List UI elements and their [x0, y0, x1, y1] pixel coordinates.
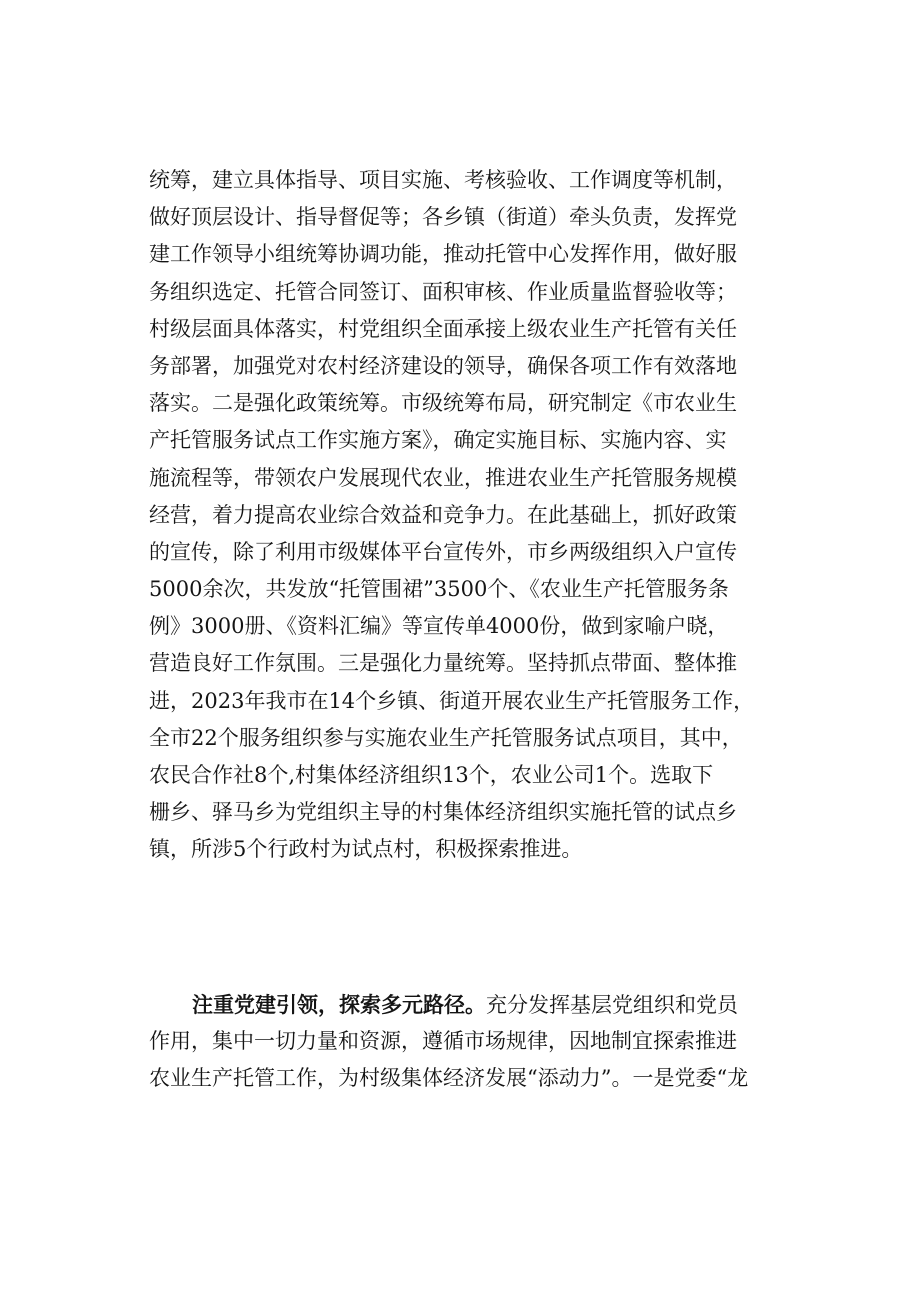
text-line: 统筹，建立具体指导、项目实施、考核验收、工作调度等机制，	[149, 168, 737, 192]
text-line: 农业生产托管工作，为村级集体经济发展“添动力”。一是党委“龙	[149, 1066, 749, 1091]
text-line: 经营，着力提高农业综合效益和竞争力。在此基础上，抓好政策	[149, 502, 737, 527]
text-line: 例》3000册、《资料汇编》等宣传单4000份，做到家喻户晓，	[149, 614, 729, 639]
text-line: 落实。二是强化政策统筹。市级统筹布局，研究制定《市农业生	[149, 391, 737, 416]
text-line: 全市22个服务组织参与实施农业生产托管服务试点项目，其中，	[149, 725, 743, 750]
body-paragraph-2	[149, 986, 799, 1098]
text-line: 营造良好工作氛围。三是强化力量统筹。坚持抓点带面、整体推	[149, 651, 737, 676]
text-line: 农民合作社8个,村集体经济组织13个，农业公司1个。选取下	[149, 763, 714, 787]
text-line: 产托管服务试点工作实施方案》，确定实施目标、实施内容、实	[149, 428, 727, 453]
text-line: 进，2023年我市在14个乡镇、街道开展农业生产托管服务工作，	[149, 688, 755, 713]
text-line: 5000余次，共发放“托管围裙”3500个、《农业生产托管服务条	[149, 577, 729, 602]
body-paragraph-1	[149, 162, 799, 869]
text-line: 栅乡、驿马乡为党组织主导的村集体经济组织实施托管的试点乡	[149, 800, 737, 825]
section-lead-heading: 注重党建引领，探索多元路径。	[192, 992, 486, 1017]
text-line: 做好顶层设计、指导督促等；各乡镇（街道）牵头负责，发挥党	[149, 205, 737, 230]
paragraph-first-line	[149, 986, 799, 1023]
text-line: 作用，集中一切力量和资源，遵循市场规律，因地制宜探索推进	[149, 1029, 737, 1054]
text-line: 的宣传，除了利用市级媒体平台宣传外，市乡两级组织入户宣传	[149, 539, 737, 564]
text-line: 务部署，加强党对农村经济建设的领导，确保各项工作有效落地	[149, 353, 737, 378]
text-line: 镇，所涉5个行政村为试点村，积极探索推进。	[149, 837, 583, 862]
text-line: 施流程等，带领农户发展现代农业，推进农业生产托管服务规模	[149, 465, 737, 490]
text-line: 建工作领导小组统筹协调功能，推动托管中心发挥作用，做好服	[149, 242, 737, 267]
text-line: 务组织选定、托管合同签订、面积审核、作业质量监督验收等；	[149, 279, 737, 304]
text-run: 充分发挥基层党组织和党员	[486, 993, 738, 1017]
text-line: 村级层面具体落实，村党组织全面承接上级农业生产托管有关任	[149, 316, 737, 341]
